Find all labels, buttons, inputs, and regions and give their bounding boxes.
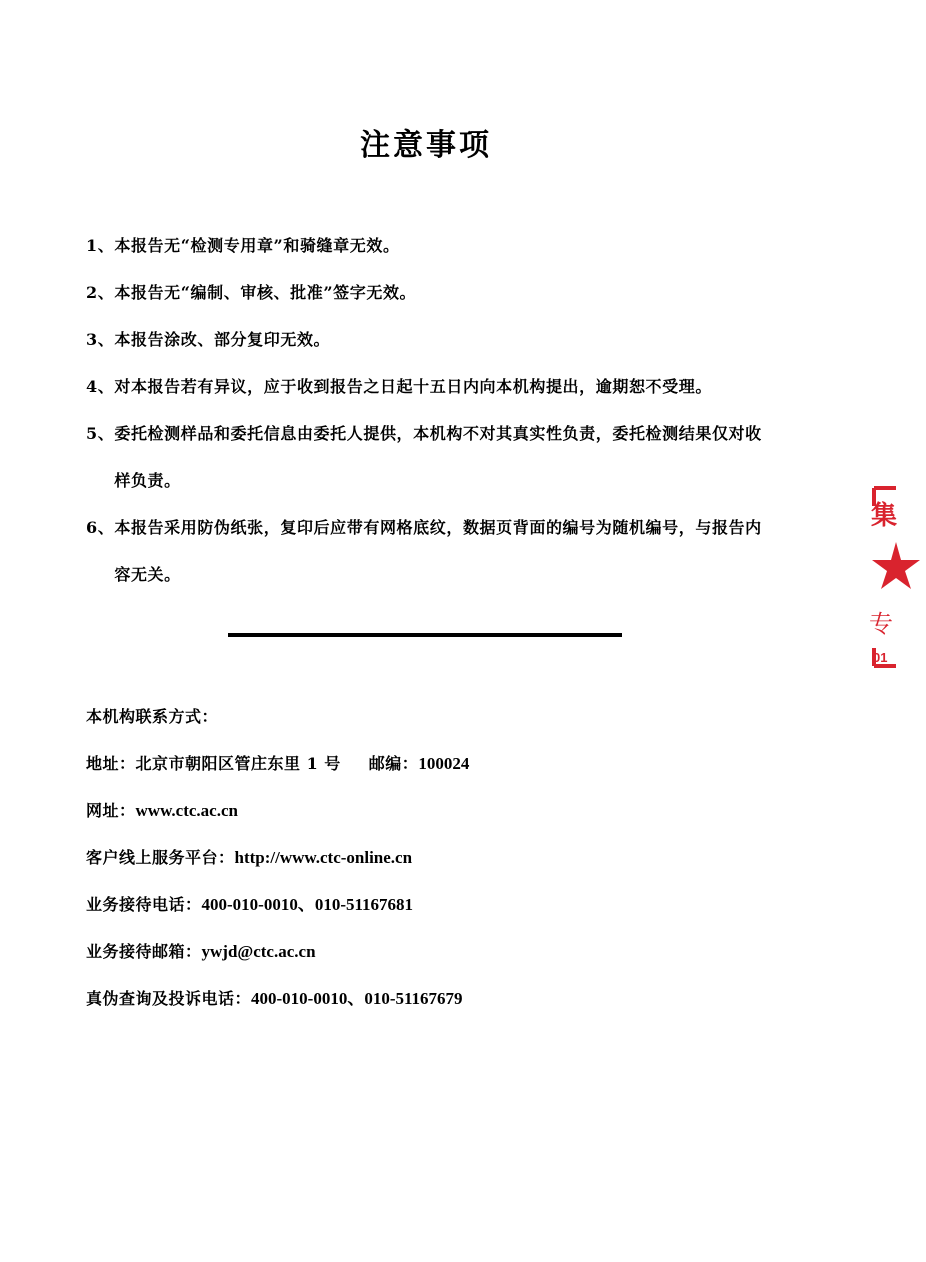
notice-number: 6、 (86, 518, 115, 537)
online-platform-line (86, 834, 786, 881)
address-label: 地址： (86, 754, 136, 773)
phone-label: 业务接待电话： (86, 895, 202, 914)
complaint-line (86, 975, 786, 1022)
contact-block (86, 693, 786, 1022)
notice-number: 4、 (86, 377, 115, 396)
svg-text:01: 01 (873, 650, 888, 665)
notice-item (86, 504, 776, 598)
email-label: 业务接待邮箱： (86, 942, 202, 961)
phone-value: 400-010-0010、010-51167681 (201, 895, 414, 914)
official-seal-icon (866, 484, 898, 670)
svg-text:专: 专 (869, 610, 893, 638)
address-value: 北京市朝阳区管庄东里 1 号 (135, 754, 341, 773)
notice-text: 委托检测样品和委托信息由委托人提供，本机构不对其真实性负责，委托检测结果仅对收样负责。 (114, 424, 762, 490)
notice-item (86, 410, 776, 504)
notice-text: 本报告无“检测专用章”和骑缝章无效。 (114, 236, 400, 255)
notice-text: 本报告涂改、部分复印无效。 (114, 330, 331, 349)
notice-list (86, 222, 776, 598)
notice-number: 1、 (86, 236, 115, 255)
postcode-value: 100024 (418, 754, 470, 773)
complaint-label: 真伪查询及投诉电话： (86, 989, 252, 1008)
complaint-value: 400-010-0010、010-51167679 (251, 989, 463, 1008)
notice-text: 本报告无“编制、审核、批准”签字无效。 (114, 283, 417, 302)
notice-item (86, 316, 776, 363)
email-line (86, 928, 786, 975)
notice-text: 对本报告若有异议，应于收到报告之日起十五日内向本机构提出，逾期恕不受理。 (114, 377, 712, 396)
svg-text:集: 集 (871, 501, 898, 531)
section-divider (228, 633, 622, 637)
online-platform-label: 客户线上服务平台： (86, 848, 235, 867)
contact-heading: 本机构联系方式： (86, 707, 219, 726)
phone-line (86, 881, 786, 928)
page-title: 注意事项 (360, 128, 492, 163)
address-line (86, 740, 786, 787)
notice-item (86, 363, 776, 410)
notice-number: 2、 (86, 283, 115, 302)
notice-item (86, 269, 776, 316)
website-value: www.ctc.ac.cn (135, 801, 238, 820)
email-value: ywjd@ctc.ac.cn (201, 942, 316, 961)
notice-text: 本报告采用防伪纸张，复印后应带有网格底纹，数据页背面的编号为随机编号，与报告内容无关。 (114, 518, 762, 584)
website-label: 网址： (86, 801, 136, 820)
online-platform-value: http://www.ctc-online.cn (234, 848, 413, 867)
notice-number: 3、 (86, 330, 115, 349)
notice-number: 5、 (86, 424, 115, 443)
website-line (86, 787, 786, 834)
notice-item (86, 222, 776, 269)
postcode-label: 邮编： (368, 754, 419, 773)
